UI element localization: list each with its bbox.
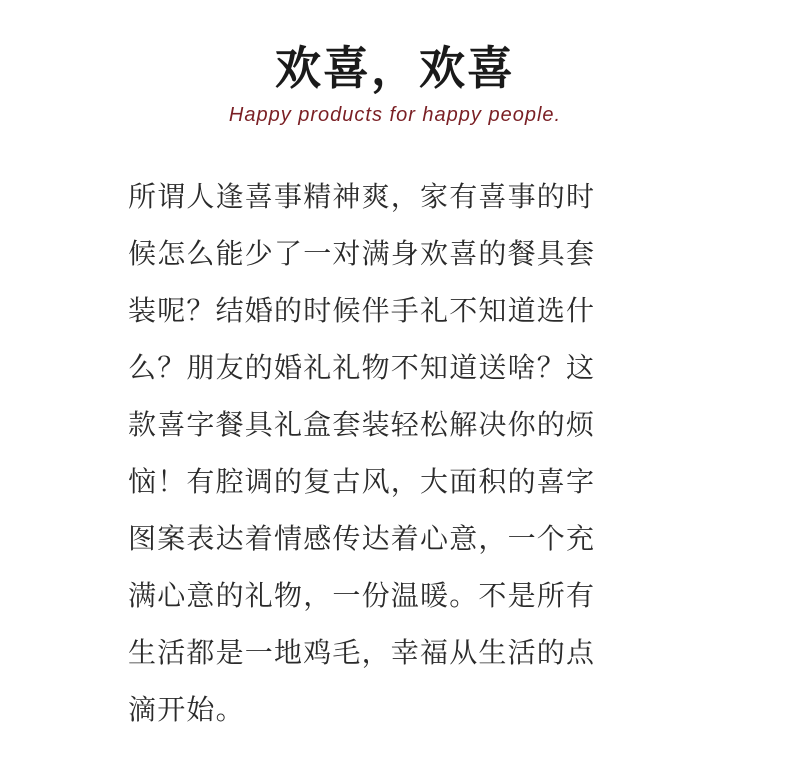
paragraph-line: 滴开始。 (128, 693, 245, 726)
paragraph-line: 生活都是一地鸡毛，幸福从生活的点 (128, 636, 596, 669)
paragraph-line: 所谓人逢喜事精神爽，家有喜事的时 (128, 180, 596, 213)
body-paragraph (128, 168, 668, 738)
page-subtitle: Happy products for happy people. (228, 104, 562, 126)
paragraph-line: 恼！有腔调的复古风，大面积的喜字 (128, 465, 596, 498)
paragraph-line: 满心意的礼物，一份温暖。不是所有 (128, 579, 596, 612)
paragraph-line: 图案表达着情感传达着心意，一个充 (128, 522, 596, 555)
paragraph-line: 候怎么能少了一对满身欢喜的餐具套 (128, 237, 596, 270)
page-title: 欢喜，欢喜 (275, 41, 515, 95)
paragraph-line: 么？朋友的婚礼礼物不知道送啥？这 (128, 351, 596, 384)
paragraph-line: 款喜字餐具礼盒套装轻松解决你的烦 (128, 408, 596, 441)
paragraph-line: 装呢？结婚的时候伴手礼不知道选什 (128, 294, 596, 327)
